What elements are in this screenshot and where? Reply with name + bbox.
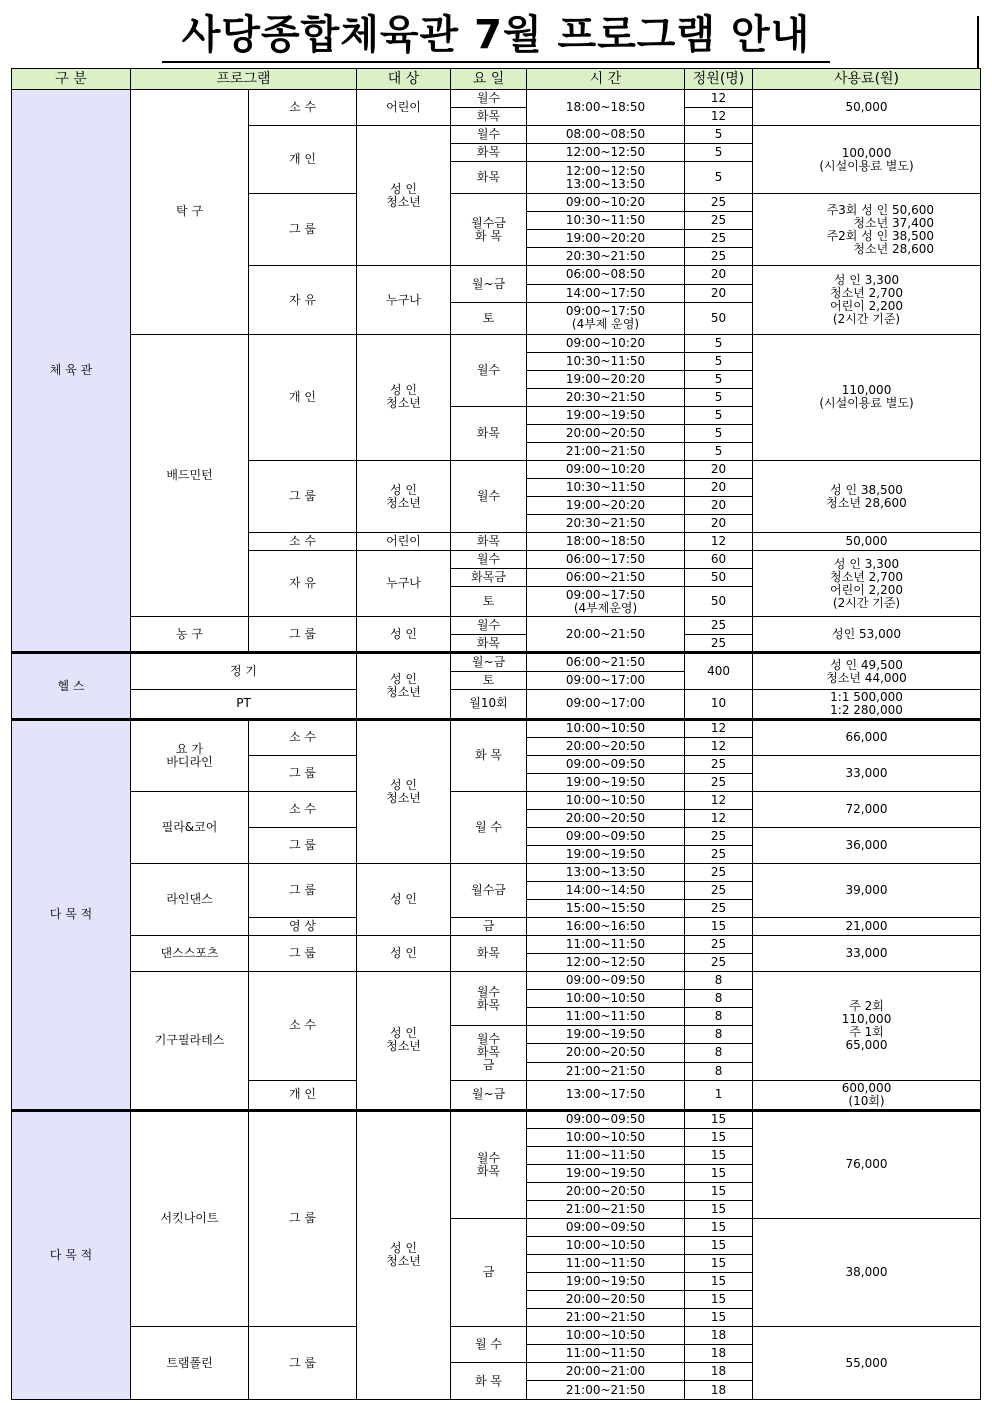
capacity-cell: 25 xyxy=(685,635,753,653)
subtype-cell: 그 룹 xyxy=(249,755,357,791)
capacity-cell: 12 xyxy=(685,533,753,551)
fee-cell: 39,000 xyxy=(753,864,981,918)
time-cell: 06:00~08:50 xyxy=(527,266,685,284)
capacity-cell: 50 xyxy=(685,587,753,617)
time-cell: 09:00~09:50 xyxy=(527,972,685,990)
subtype-cell: 그 룹 xyxy=(249,864,357,918)
capacity-cell: 25 xyxy=(685,936,753,954)
time-cell: 14:00~17:50 xyxy=(527,284,685,302)
days-cell: 화목 xyxy=(451,936,527,972)
time-cell: 20:00~20:50 xyxy=(527,809,685,827)
time-cell: 09:00~10:20 xyxy=(527,194,685,212)
time-cell: 20:30~21:50 xyxy=(527,515,685,533)
capacity-cell: 25 xyxy=(685,230,753,248)
subtype-cell: 그 룹 xyxy=(249,1110,357,1327)
capacity-cell: 5 xyxy=(685,126,753,144)
time-cell: 19:00~20:20 xyxy=(527,230,685,248)
capacity-cell: 12 xyxy=(685,90,753,108)
program-circuit: 서킷나이트 xyxy=(131,1110,249,1327)
capacity-cell: 1 xyxy=(685,1080,753,1110)
days-cell: 월 수 xyxy=(451,1327,527,1363)
target-cell: 성 인 xyxy=(357,617,451,653)
subtype-cell: 개 인 xyxy=(249,1080,357,1110)
capacity-cell: 5 xyxy=(685,370,753,388)
subtype-cell: 그 룹 xyxy=(249,617,357,653)
capacity-cell: 50 xyxy=(685,569,753,587)
time-cell: 19:00~20:20 xyxy=(527,497,685,515)
page-right-rule xyxy=(977,16,979,68)
fee-cell: 주 2회 110,000 주 1회 65,000 xyxy=(753,972,981,1080)
capacity-cell: 5 xyxy=(685,352,753,370)
fee-cell: 성 인 3,300 청소년 2,700 어린이 2,200 (2시간 기준) xyxy=(753,266,981,334)
days-cell: 화목 xyxy=(451,635,527,653)
category-multi: 다 목 적 xyxy=(12,719,131,1110)
target-cell: 성 인 청소년 xyxy=(357,972,451,1110)
capacity-cell: 60 xyxy=(685,551,753,569)
days-cell: 화목금 xyxy=(451,569,527,587)
fee-cell: 55,000 xyxy=(753,1327,981,1400)
capacity-cell: 15 xyxy=(685,1291,753,1309)
subtype-cell: 소 수 xyxy=(249,90,357,126)
fee-cell: 600,000 (10회) xyxy=(753,1080,981,1110)
time-cell: 12:00~12:50 xyxy=(527,144,685,162)
days-cell: 월수 xyxy=(451,460,527,532)
subtype-cell: 소 수 xyxy=(249,719,357,755)
subtype-cell: 그 룹 xyxy=(249,1327,357,1400)
capacity-cell: 8 xyxy=(685,990,753,1008)
header-target: 대 상 xyxy=(357,69,451,90)
fee-cell: 33,000 xyxy=(753,755,981,791)
header-program: 프로그램 xyxy=(131,69,357,90)
capacity-cell: 18 xyxy=(685,1327,753,1345)
time-cell: 19:00~19:50 xyxy=(527,1026,685,1044)
time-cell: 18:00~18:50 xyxy=(527,90,685,126)
table-row xyxy=(12,689,981,704)
capacity-cell: 12 xyxy=(685,791,753,809)
days-cell: 화목 xyxy=(451,162,527,194)
time-cell: 09:00~09:50 xyxy=(527,1110,685,1128)
program-yoga: 요 가 바디라인 xyxy=(131,719,249,791)
fee-cell: 성인 53,000 xyxy=(753,617,981,653)
time-cell: 09:00~17:50 (4부제운영) xyxy=(527,587,685,617)
days-cell: 월수 화목 xyxy=(451,972,527,1026)
target-cell: 성 인 xyxy=(357,936,451,972)
header-fee: 사용료(원) xyxy=(753,69,981,90)
time-cell: 20:00~21:00 xyxy=(527,1363,685,1381)
time-cell: 09:00~17:50 (4부제 운영) xyxy=(527,302,685,334)
days-cell: 월수 xyxy=(451,551,527,569)
time-cell: 11:00~11:50 xyxy=(527,1255,685,1273)
capacity-cell: 8 xyxy=(685,1026,753,1044)
page-title xyxy=(0,0,992,66)
capacity-cell: 25 xyxy=(685,954,753,972)
capacity-cell: 5 xyxy=(685,406,753,424)
program-trampoline: 트램폴린 xyxy=(131,1327,249,1400)
capacity-cell: 25 xyxy=(685,755,753,773)
time-cell: 20:00~20:50 xyxy=(527,1044,685,1062)
days-cell: 토 xyxy=(451,671,527,689)
time-cell: 06:00~17:50 xyxy=(527,551,685,569)
header-days: 요 일 xyxy=(451,69,527,90)
days-cell: 토 xyxy=(451,302,527,334)
days-cell: 금 xyxy=(451,1218,527,1326)
capacity-cell: 25 xyxy=(685,212,753,230)
capacity-cell: 5 xyxy=(685,442,753,460)
category-gym: 체 육 관 xyxy=(12,90,131,653)
table-row xyxy=(12,972,981,990)
capacity-cell: 15 xyxy=(685,1110,753,1128)
fee-cell: 33,000 xyxy=(753,936,981,972)
time-cell: 19:00~19:50 xyxy=(527,1164,685,1182)
subtype-cell: 소 수 xyxy=(249,533,357,551)
time-cell: 09:00~17:00 xyxy=(527,671,685,689)
capacity-cell: 18 xyxy=(685,1345,753,1363)
time-cell: 11:00~11:50 xyxy=(527,1146,685,1164)
time-cell: 10:00~10:50 xyxy=(527,1128,685,1146)
capacity-cell: 5 xyxy=(685,144,753,162)
time-cell: 10:00~10:50 xyxy=(527,791,685,809)
target-cell: 누구나 xyxy=(357,551,451,617)
program-pilates-core: 필라&코어 xyxy=(131,791,249,863)
days-cell: 월 수 xyxy=(451,791,527,863)
time-cell: 21:00~21:50 xyxy=(527,1062,685,1080)
time-cell: 06:00~21:50 xyxy=(527,653,685,671)
table-row xyxy=(12,719,981,737)
capacity-cell: 15 xyxy=(685,1255,753,1273)
target-cell: 누구나 xyxy=(357,266,451,334)
target-cell: 성 인 청소년 xyxy=(357,1110,451,1399)
capacity-cell: 20 xyxy=(685,479,753,497)
time-cell: 08:00~08:50 xyxy=(527,126,685,144)
subtype-cell: 소 수 xyxy=(249,972,357,1080)
capacity-cell: 25 xyxy=(685,248,753,266)
fee-cell: 110,000 (시설이용료 별도) xyxy=(753,334,981,460)
days-cell: 월수 xyxy=(451,334,527,406)
program-regular: 정 기 xyxy=(131,653,357,689)
fee-cell: 주3회 성 인 50,600 청소년 37,400 주2회 성 인 38,500 청소년 28,600 xyxy=(753,194,981,266)
time-cell: 13:00~13:50 xyxy=(527,864,685,882)
time-cell: 09:00~09:50 xyxy=(527,827,685,845)
time-cell: 10:00~10:50 xyxy=(527,990,685,1008)
capacity-cell: 25 xyxy=(685,617,753,635)
capacity-cell: 20 xyxy=(685,515,753,533)
days-cell: 화목 xyxy=(451,108,527,126)
time-cell: 21:00~21:50 xyxy=(527,1309,685,1327)
time-cell: 20:00~20:50 xyxy=(527,1182,685,1200)
time-cell: 18:00~18:50 xyxy=(527,533,685,551)
capacity-cell: 12 xyxy=(685,809,753,827)
time-cell: 16:00~16:50 xyxy=(527,918,685,936)
fee-cell: 1:1 500,000 1:2 280,000 xyxy=(753,689,981,719)
subtype-cell: 자 유 xyxy=(249,551,357,617)
capacity-cell: 15 xyxy=(685,1182,753,1200)
time-cell: 21:00~21:50 xyxy=(527,1381,685,1400)
subtype-cell: 개 인 xyxy=(249,334,357,460)
capacity-cell: 20 xyxy=(685,266,753,284)
time-cell: 19:00~19:50 xyxy=(527,773,685,791)
category-multi-2: 다 목 적 xyxy=(12,1110,131,1399)
subtype-cell: 그 룹 xyxy=(249,194,357,266)
title-underline xyxy=(162,61,830,63)
capacity-cell: 50 xyxy=(685,302,753,334)
subtype-cell: 개 인 xyxy=(249,126,357,194)
subtype-cell: 소 수 xyxy=(249,791,357,827)
time-cell: 20:30~21:50 xyxy=(527,388,685,406)
capacity-cell: 8 xyxy=(685,972,753,990)
capacity-cell: 8 xyxy=(685,1044,753,1062)
time-cell: 06:00~21:50 xyxy=(527,569,685,587)
subtype-cell: 그 룹 xyxy=(249,936,357,972)
time-cell: 10:30~11:50 xyxy=(527,212,685,230)
time-cell: 21:00~21:50 xyxy=(527,1200,685,1218)
capacity-cell: 25 xyxy=(685,864,753,882)
capacity-cell: 25 xyxy=(685,900,753,918)
time-cell: 20:00~21:50 xyxy=(527,617,685,653)
program-pt: PT xyxy=(131,689,357,719)
table-row xyxy=(12,1327,981,1345)
capacity-cell: 25 xyxy=(685,194,753,212)
fee-cell: 66,000 xyxy=(753,719,981,755)
capacity-cell: 12 xyxy=(685,737,753,755)
days-cell: 토 xyxy=(451,587,527,617)
fee-cell: 50,000 xyxy=(753,533,981,551)
fee-cell: 100,000 (시설이용료 별도) xyxy=(753,126,981,194)
capacity-cell: 25 xyxy=(685,882,753,900)
capacity-cell: 15 xyxy=(685,1273,753,1291)
capacity-cell: 12 xyxy=(685,108,753,126)
fee-cell: 21,000 xyxy=(753,918,981,936)
program-badminton: 배드민턴 xyxy=(131,334,249,617)
capacity-cell: 20 xyxy=(685,497,753,515)
table-row xyxy=(12,653,981,671)
header-row xyxy=(12,69,981,90)
days-cell: 월수 xyxy=(451,126,527,144)
program-equip-pilates: 기구필라테스 xyxy=(131,972,249,1110)
table-row xyxy=(12,864,981,882)
capacity-cell: 20 xyxy=(685,284,753,302)
subtype-cell: 그 룹 xyxy=(249,460,357,532)
time-cell: 20:30~21:50 xyxy=(527,248,685,266)
days-cell: 월수 xyxy=(451,90,527,108)
header-capacity: 정원(명) xyxy=(685,69,753,90)
capacity-cell: 10 xyxy=(685,689,753,719)
days-cell: 화목 xyxy=(451,533,527,551)
time-cell: 19:00~20:20 xyxy=(527,370,685,388)
time-cell: 19:00~19:50 xyxy=(527,1273,685,1291)
table-row xyxy=(12,936,981,954)
program-basketball: 농 구 xyxy=(131,617,249,653)
time-cell: 20:00~20:50 xyxy=(527,424,685,442)
program-line-dance: 라인댄스 xyxy=(131,864,249,936)
capacity-cell: 18 xyxy=(685,1381,753,1400)
capacity-cell: 15 xyxy=(685,1146,753,1164)
capacity-cell: 5 xyxy=(685,334,753,352)
days-cell: 월수 화목 금 xyxy=(451,1026,527,1080)
capacity-cell: 5 xyxy=(685,424,753,442)
time-cell: 10:00~10:50 xyxy=(527,1327,685,1345)
days-cell: 화 목 xyxy=(451,719,527,791)
days-cell: 월10회 xyxy=(451,689,527,719)
capacity-cell: 5 xyxy=(685,162,753,194)
target-cell: 성 인 청소년 xyxy=(357,719,451,863)
days-cell: 월수 xyxy=(451,617,527,635)
fee-cell: 성 인 38,500 청소년 28,600 xyxy=(753,460,981,532)
capacity-cell: 20 xyxy=(685,460,753,478)
target-cell: 성 인 xyxy=(357,864,451,936)
table-row xyxy=(12,791,981,809)
subtype-cell: 자 유 xyxy=(249,266,357,334)
days-cell: 금 xyxy=(451,918,527,936)
time-cell: 10:00~10:50 xyxy=(527,1236,685,1254)
days-cell: 월~금 xyxy=(451,266,527,302)
capacity-cell: 8 xyxy=(685,1062,753,1080)
target-cell: 성 인 청소년 xyxy=(357,126,451,266)
time-cell: 11:00~11:50 xyxy=(527,1008,685,1026)
capacity-cell: 15 xyxy=(685,1164,753,1182)
program-schedule-table xyxy=(11,68,981,1400)
fee-cell: 50,000 xyxy=(753,90,981,126)
days-cell: 월수 화목 xyxy=(451,1110,527,1218)
fee-cell: 성 인 49,500 청소년 44,000 xyxy=(753,653,981,689)
time-cell: 19:00~19:50 xyxy=(527,406,685,424)
days-cell: 월수금 xyxy=(451,864,527,918)
capacity-cell: 25 xyxy=(685,845,753,863)
capacity-cell: 25 xyxy=(685,827,753,845)
target-cell: 성 인 청소년 xyxy=(357,653,451,719)
time-cell: 13:00~17:50 xyxy=(527,1080,685,1110)
capacity-cell: 15 xyxy=(685,1309,753,1327)
fee-cell: 76,000 xyxy=(753,1110,981,1218)
time-cell: 09:00~17:00 xyxy=(527,689,685,719)
time-cell: 21:00~21:50 xyxy=(527,442,685,460)
time-cell: 20:00~20:50 xyxy=(527,737,685,755)
capacity-cell: 400 xyxy=(685,653,753,689)
target-cell: 어린이 xyxy=(357,533,451,551)
table-row xyxy=(12,90,981,108)
target-cell: 어린이 xyxy=(357,90,451,126)
table-row xyxy=(12,1110,981,1128)
time-cell: 15:00~15:50 xyxy=(527,900,685,918)
table-row xyxy=(12,334,981,352)
target-cell: 성 인 청소년 xyxy=(357,460,451,532)
days-cell: 화 목 xyxy=(451,1363,527,1400)
capacity-cell: 15 xyxy=(685,1128,753,1146)
category-health: 헬 스 xyxy=(12,653,131,719)
days-cell: 화목 xyxy=(451,144,527,162)
time-cell: 10:00~10:50 xyxy=(527,719,685,737)
target-cell: 성 인 청소년 xyxy=(357,334,451,460)
capacity-cell: 15 xyxy=(685,1200,753,1218)
capacity-cell: 12 xyxy=(685,719,753,737)
time-cell: 09:00~09:50 xyxy=(527,755,685,773)
table-row xyxy=(12,617,981,635)
time-cell: 14:00~14:50 xyxy=(527,882,685,900)
days-cell: 월~금 xyxy=(451,653,527,671)
time-cell: 12:00~12:50 xyxy=(527,954,685,972)
capacity-cell: 15 xyxy=(685,1236,753,1254)
time-cell: 11:00~11:50 xyxy=(527,936,685,954)
days-cell: 화목 xyxy=(451,406,527,460)
time-cell: 19:00~19:50 xyxy=(527,845,685,863)
time-cell: 10:30~11:50 xyxy=(527,352,685,370)
header-category: 구 분 xyxy=(12,69,131,90)
time-cell: 09:00~10:20 xyxy=(527,334,685,352)
time-cell: 20:00~20:50 xyxy=(527,1291,685,1309)
fee-cell: 38,000 xyxy=(753,1218,981,1326)
capacity-cell: 15 xyxy=(685,918,753,936)
program-table-tennis: 탁 구 xyxy=(131,90,249,335)
subtype-cell: 영 상 xyxy=(249,918,357,936)
capacity-cell: 8 xyxy=(685,1008,753,1026)
time-cell: 11:00~11:50 xyxy=(527,1345,685,1363)
time-cell: 09:00~10:20 xyxy=(527,460,685,478)
fee-cell: 성 인 3,300 청소년 2,700 어린이 2,200 (2시간 기준) xyxy=(753,551,981,617)
capacity-cell: 18 xyxy=(685,1363,753,1381)
program-dance-sports: 댄스스포츠 xyxy=(131,936,249,972)
days-cell: 월수금 화 목 xyxy=(451,194,527,266)
fee-cell: 72,000 xyxy=(753,791,981,827)
capacity-cell: 25 xyxy=(685,773,753,791)
capacity-cell: 15 xyxy=(685,1218,753,1236)
header-time: 시 간 xyxy=(527,69,685,90)
capacity-cell: 5 xyxy=(685,388,753,406)
days-cell: 월~금 xyxy=(451,1080,527,1110)
time-cell: 10:30~11:50 xyxy=(527,479,685,497)
subtype-cell: 그 룹 xyxy=(249,827,357,863)
page-title-text: 사당종합체육관 7월 프로그램 안내 xyxy=(181,12,811,58)
time-cell: 12:00~12:50 13:00~13:50 xyxy=(527,162,685,194)
time-cell: 09:00~09:50 xyxy=(527,1218,685,1236)
fee-cell: 36,000 xyxy=(753,827,981,863)
